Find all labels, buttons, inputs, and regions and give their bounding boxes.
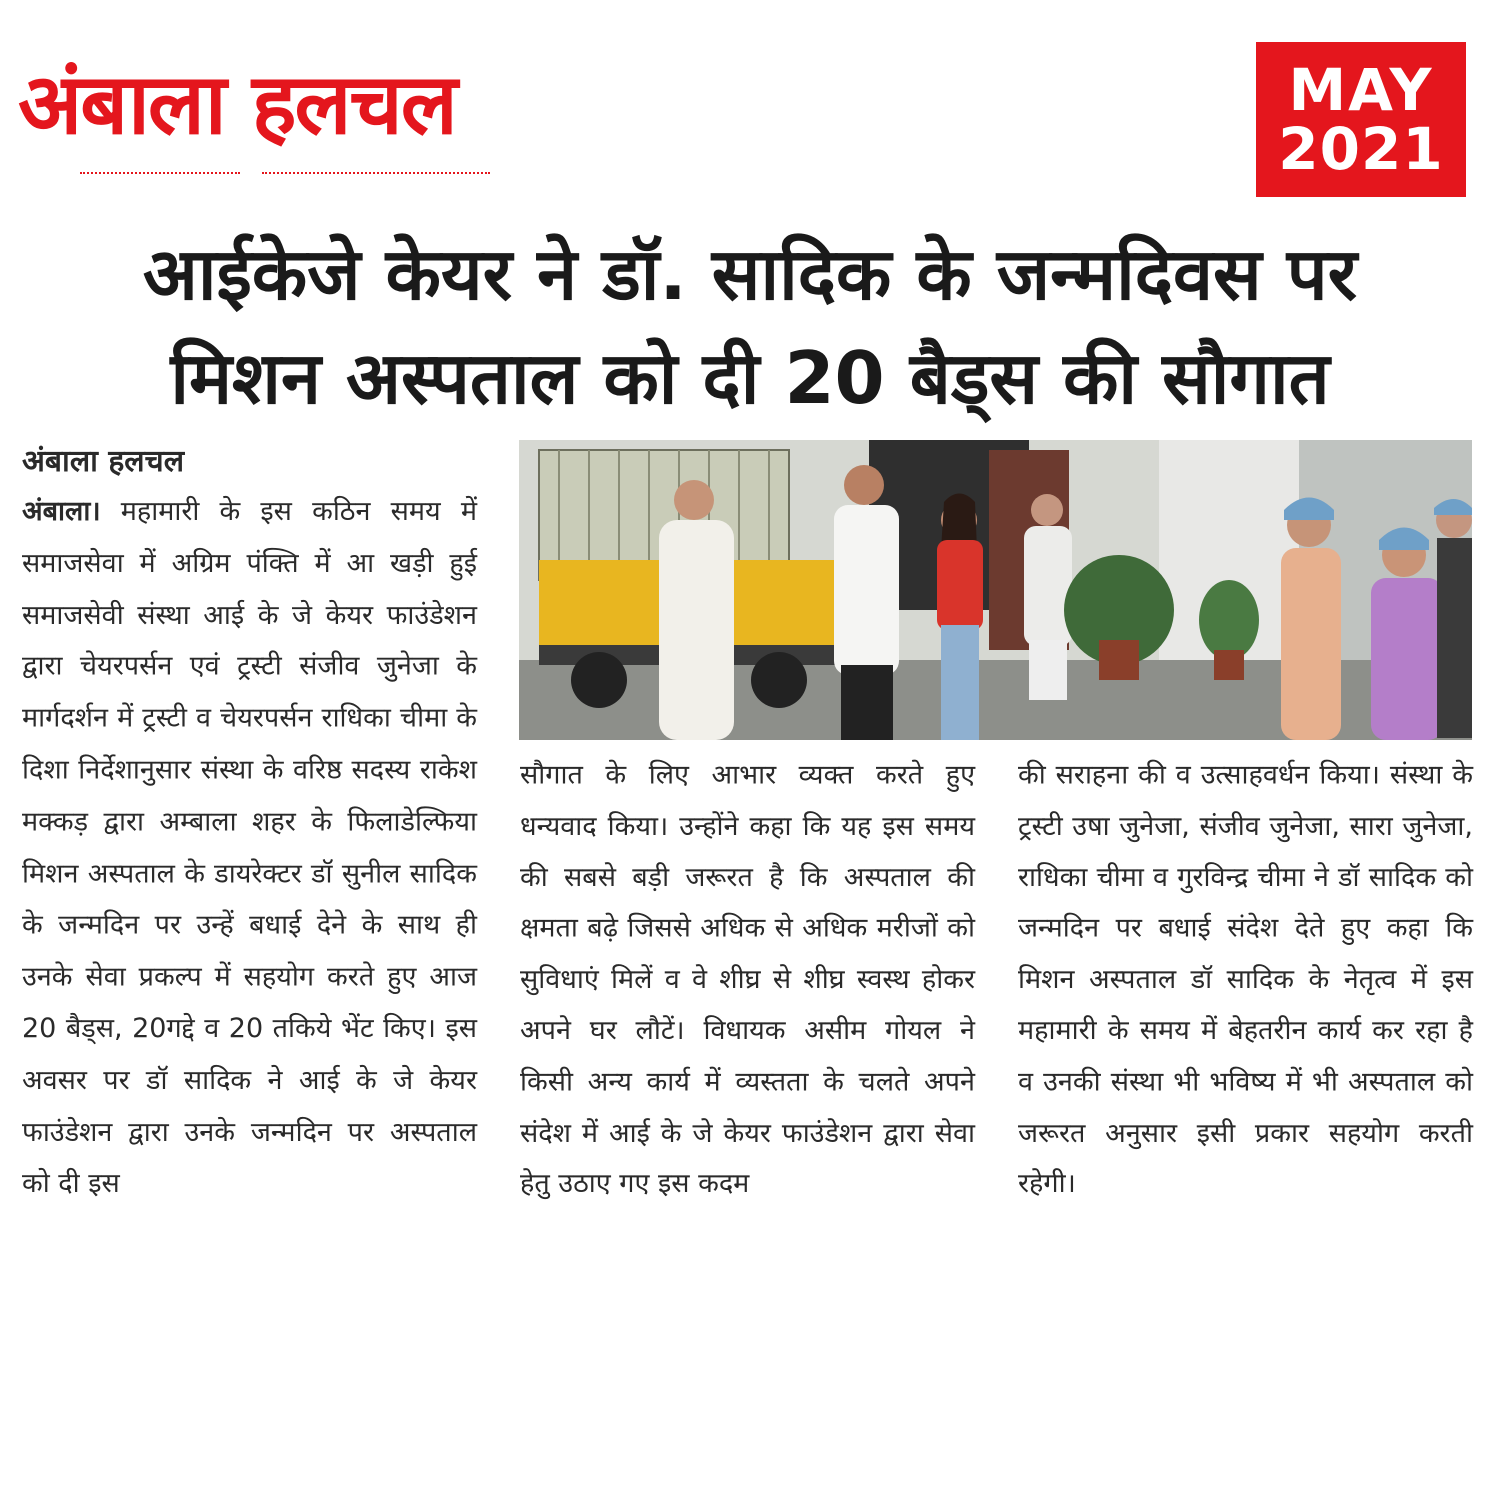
date-badge-year: 2021 (1278, 114, 1444, 183)
article-column-2 (520, 750, 975, 1210)
article-column-3 (1018, 750, 1473, 1210)
headline-line-1: आईकेजे केयर ने डॉ. सादिक के जन्मदिवस पर (142, 232, 1358, 316)
date-badge (1256, 42, 1466, 197)
news-photo (519, 440, 1472, 740)
masthead-title: अंबाला हलचल (18, 55, 456, 153)
date-badge-month: MAY (1288, 55, 1434, 124)
person-3 (937, 494, 983, 741)
person-2 (834, 465, 899, 740)
headline (20, 222, 1480, 430)
masthead-underline-left (80, 172, 240, 174)
article-dateline: अंबाला। (22, 495, 101, 527)
article-column-1 (22, 438, 477, 1210)
headline-line-2: मिशन अस्पताल को दी 20 बैड्स की सौगात (170, 336, 1330, 420)
article-column-3-text: की सराहना की व उत्साहवर्धन किया। संस्था के ट्रस्टी उषा जुनेजा, संजीव जुनेजा, सारा जुनेजा, राधिका चीमा व गुरविन्द्र चीमा ने डॉ सादिक को जन्मदिन पर बधाई संदेश देते हुए कहा कि मिशन अस्पताल डॉ सादिक के नेतृत्व में इस महामारी के समय में बेहतरीन कार्य कर रहा है व उनकी संस्था भी भविष्य में भी अस्पताल को जरूरत अनुसार इसी प्रकार सहयोग करती रहेगी। (1018, 759, 1473, 1200)
masthead-underline-right (262, 172, 490, 174)
article-byline: अंबाला हलचल (22, 443, 185, 479)
article-column-1-text: महामारी के इस कठिन समय में समाजसेवा में अग्रिम पंक्ति में आ खड़ी हुई समाजसेवी संस्था आई के जे केयर फाउंडेशन द्वारा चेयरपर्सन एवं ट्रस्टी संजीव जुनेजा के मार्गदर्शन में ट्रस्टी व चेयरपर्सन राधिका चीमा के दिशा निर्देशानुसार संस्था के वरिष्ठ सदस्य राकेश मक्कड़ द्वारा अम्बाला शहर के फिलाडेल्फिया मिशन अस्पताल के डायरेक्टर डॉ सुनील सादिक के जन्मदिन पर उन्हें बधाई देने के साथ ही उनके सेवा प्रकल्प में सहयोग करते हुए आज 20 बैड्स, 20गद्दे व 20 तकिये भेंट किए। इस अवसर पर डॉ सादिक ने आई के जे केयर फाउंडेशन द्वारा उनके जन्मदिन पर अस्पताल को दी इस (22, 495, 477, 1200)
article-column-2-text: सौगात के लिए आभार व्यक्त करते हुए धन्यवाद किया। उन्होंने कहा कि यह इस समय की सबसे बड़ी जरूरत है कि अस्पताल की क्षमता बढ़े जिससे अधिक से अधिक मरीजों को सुविधाएं मिलें व वे शीघ्र से शीघ्र स्वस्थ होकर अपने घर लौटें। विधायक असीम गोयल ने किसी अन्य कार्य में व्यस्तता के चलते अपने संदेश में आई के जे केयर फाउंडेशन द्वारा सेवा हेतु उठाए गए इस कदम (520, 759, 975, 1200)
